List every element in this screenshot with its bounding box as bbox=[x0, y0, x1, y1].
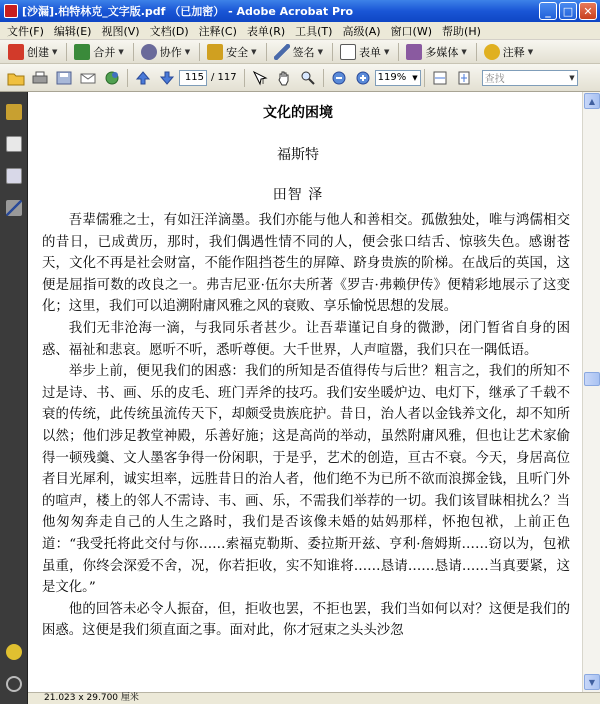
svg-text:I: I bbox=[261, 77, 264, 86]
form-icon bbox=[340, 44, 356, 60]
previous-page-button[interactable] bbox=[133, 68, 153, 88]
tasks-toolbar bbox=[0, 40, 600, 64]
email-button[interactable] bbox=[78, 68, 98, 88]
vertical-scrollbar[interactable] bbox=[582, 92, 600, 692]
open-folder-button[interactable] bbox=[6, 68, 26, 88]
menu-edit[interactable]: 编辑(E) bbox=[53, 24, 92, 38]
toolbar-divider bbox=[332, 43, 333, 61]
chevron-down-icon: ▼ bbox=[383, 47, 390, 56]
document-author: 福斯特 bbox=[277, 147, 319, 163]
combine-label: 合并 bbox=[93, 45, 116, 59]
pages-icon[interactable] bbox=[6, 136, 22, 152]
multimedia-button[interactable] bbox=[402, 42, 470, 62]
title-bar bbox=[0, 0, 600, 22]
lock-icon bbox=[207, 44, 223, 60]
create-button[interactable] bbox=[4, 42, 61, 62]
menu-bar bbox=[0, 22, 600, 40]
chevron-down-icon: ▼ bbox=[569, 73, 575, 82]
paperclip-icon[interactable] bbox=[6, 676, 22, 692]
toolbar-divider bbox=[199, 43, 200, 61]
chevron-down-icon: ▼ bbox=[52, 47, 58, 56]
printer-icon bbox=[31, 70, 49, 86]
chevron-down-icon: ▼ bbox=[251, 47, 257, 56]
toolbar-divider bbox=[323, 69, 324, 87]
collaborate-button[interactable] bbox=[137, 42, 194, 62]
arrow-up-icon bbox=[135, 70, 151, 86]
save-button[interactable] bbox=[54, 68, 74, 88]
menu-forms[interactable]: 表单(R) bbox=[246, 24, 286, 38]
paragraph: 他的回答未必令人振奋，但，拒收也罢，不拒也罢，我们当如何以对？这便是我们的困惑。这便是我们须直面之事。面对此，你才冠束之头头沙忽 bbox=[42, 601, 570, 639]
acrobat-app-icon[interactable] bbox=[4, 4, 18, 18]
arrow-down-icon bbox=[159, 70, 175, 86]
menu-comments[interactable]: 注释(C) bbox=[198, 24, 237, 38]
folder-icon bbox=[7, 70, 25, 86]
navigation-pane bbox=[0, 92, 28, 704]
close-button[interactable]: ✕ bbox=[579, 2, 597, 20]
sign-button[interactable] bbox=[270, 42, 327, 62]
fit-page-icon bbox=[456, 70, 472, 86]
combine-files-icon bbox=[74, 44, 90, 60]
paragraph: 我们无非沧海一滴，与我同乐者甚少。让吾辈谨记自身的微渺，闭门暂省自身的困惑、福祉和悲哀。愿听不听，悉听尊便。大千世界，人声喧嚣，我们只在一隅低语。 bbox=[42, 320, 570, 358]
chevron-down-icon: ▼ bbox=[317, 47, 323, 56]
comment-icon bbox=[484, 44, 500, 60]
document-body bbox=[42, 210, 570, 642]
secure-button[interactable] bbox=[203, 42, 260, 62]
print-button[interactable] bbox=[30, 68, 50, 88]
search-input[interactable] bbox=[482, 70, 578, 86]
menu-document[interactable]: 文档(D) bbox=[149, 24, 189, 38]
toolbar-divider bbox=[476, 43, 477, 61]
fit-page-button[interactable] bbox=[454, 68, 474, 88]
zoom-value: 119% bbox=[377, 72, 407, 83]
chevron-down-icon: ▼ bbox=[412, 73, 418, 82]
lock-icon[interactable] bbox=[6, 104, 22, 120]
multimedia-icon bbox=[406, 44, 422, 60]
magnifier-icon bbox=[300, 70, 316, 86]
status-bar bbox=[28, 692, 600, 704]
zoom-out-button[interactable] bbox=[329, 68, 349, 88]
menu-advanced[interactable]: 高级(A) bbox=[342, 24, 381, 38]
menu-file[interactable]: 文件(F) bbox=[7, 24, 44, 38]
bookmarks-icon[interactable] bbox=[6, 168, 22, 184]
chevron-down-icon: ▼ bbox=[461, 47, 467, 56]
create-label: 创建 bbox=[27, 45, 49, 59]
menu-help[interactable]: 帮助(H) bbox=[442, 24, 481, 38]
fit-width-button[interactable] bbox=[430, 68, 450, 88]
zoom-in-button[interactable] bbox=[353, 68, 373, 88]
scroll-down-button[interactable]: ▼ bbox=[584, 674, 600, 690]
hand-tool-button[interactable] bbox=[274, 68, 294, 88]
signatures-icon[interactable] bbox=[6, 200, 22, 216]
pen-icon bbox=[274, 44, 290, 60]
sign-label: 签名 bbox=[292, 45, 315, 59]
collaborate-icon bbox=[141, 44, 157, 60]
toolbar-divider bbox=[266, 43, 267, 61]
forms-button[interactable] bbox=[336, 42, 393, 62]
search-placeholder: 查找 bbox=[484, 74, 505, 85]
menu-view[interactable]: 视图(V) bbox=[101, 24, 140, 38]
globe-icon bbox=[103, 70, 121, 86]
document-title: 文化的困境 bbox=[263, 105, 333, 121]
save-icon bbox=[55, 70, 73, 86]
toolbar-divider bbox=[127, 69, 128, 87]
toolbar-divider bbox=[66, 43, 67, 61]
toolbar-divider bbox=[244, 69, 245, 87]
next-page-button[interactable] bbox=[157, 68, 177, 88]
navigation-toolbar bbox=[0, 64, 600, 92]
paragraph: 举步上前，便见我们的困惑：我们的所知是否值得传与后世？粗言之，我们的所知不过是诗、书、画、乐的皮毛、班门弄斧的技巧。我们安坐暖炉边、电灯下，继承了千载不衰的传统，此传统虽流传天下，却颇受贵族庇护。昔日，治人者以金钱养文化，却不知所以然；他们涉足教堂神殿，乐善好施；这是高尚的举动，虽然附庸风雅，但也让艺术家偷得一顿残羹、文人墨客争得一份闲职，于是乎，艺术的创造，亘古不衰。今天，身居高位者目光犀利，诚实坦率，远胜昔日的治人者，他们绝不为已所不欲而浪掷金钱，且听门外的喧声，楼上的邻人不需诗、韦、画、乐，不需我们举荐的一切。我们该冒昧相扰么？当他匆匆奔走自己的人生之路时，我们是否该像未婚的姑妈那样，怀抱包袱，上前正色道：“我受托将此交付与你……索福克勒斯、委拉斯开兹、亨利·詹姆斯……窃以为，包袱虽重，你终会深爱不舍，况，你若拒收，实不知谁将……恳请……恳请……当真要紧，这是文化。” bbox=[42, 364, 570, 596]
window-title: [沙漏].柏特林克_文字版.pdf （已加密） - Adobe Acrobat Pro bbox=[22, 5, 354, 18]
comment-label: 注释 bbox=[502, 45, 525, 59]
fit-width-icon bbox=[432, 70, 448, 86]
chevron-down-icon: ▼ bbox=[527, 47, 534, 56]
chevron-down-icon: ▼ bbox=[184, 47, 191, 56]
minimize-button[interactable]: _ bbox=[539, 2, 557, 20]
combine-button[interactable] bbox=[70, 42, 127, 62]
select-tool-button[interactable] bbox=[250, 68, 270, 88]
zoom-tool-button[interactable] bbox=[298, 68, 318, 88]
document-translator: 田智 泽 bbox=[272, 187, 324, 203]
toolbar-divider bbox=[398, 43, 399, 61]
toolbar-divider bbox=[424, 69, 425, 87]
document-view[interactable] bbox=[28, 92, 600, 692]
chevron-down-icon: ▼ bbox=[118, 47, 124, 56]
zoom-select[interactable] bbox=[375, 70, 421, 86]
secure-label: 安全 bbox=[226, 45, 249, 59]
maximize-button[interactable]: □ bbox=[559, 2, 577, 20]
page-number-input[interactable]: 115 bbox=[179, 70, 207, 86]
comment-button[interactable] bbox=[480, 42, 537, 62]
envelope-icon bbox=[79, 70, 97, 86]
window-controls bbox=[539, 2, 597, 20]
collaborate-label: 协作 bbox=[159, 45, 182, 59]
scroll-up-button[interactable]: ▲ bbox=[584, 93, 600, 109]
hand-icon bbox=[276, 70, 292, 86]
scroll-thumb[interactable] bbox=[584, 372, 600, 386]
text-cursor-icon bbox=[251, 70, 269, 86]
zoom-out-icon bbox=[331, 70, 347, 86]
page-size-readout: 21.023 x 29.700 厘米 bbox=[44, 693, 139, 703]
multimedia-label: 多媒体 bbox=[425, 45, 459, 59]
menu-window[interactable]: 窗口(W) bbox=[390, 24, 433, 38]
paragraph: 吾辈儒雅之士，有如汪洋滴墨。我们亦能与他人和善相交。孤傲独处，唯与鸿儒相交的昔日，已成黄历，那时，我们偶遇性情不同的人，便会张口结舌、惊骇失色。感谢苍天，文化不再是社会财富，不能作阻挡苍生的屏障、跻身贵族的阶梯。在战后的英国，这便是屈指可数的改良之一。弗吉尼亚·伍尔夫所著《罗吉·弗赖伊传》便精彩地展示了这变化；这里，我们可以追溯附庸风雅之风的衰败、享乐愉悦思想的发展。 bbox=[42, 213, 570, 315]
comments-icon[interactable] bbox=[6, 644, 22, 660]
page-total: / 117 bbox=[211, 72, 237, 83]
forms-label: 表单 bbox=[358, 45, 381, 59]
toolbar-divider bbox=[133, 43, 134, 61]
share-button[interactable] bbox=[102, 68, 122, 88]
create-pdf-icon bbox=[8, 44, 24, 60]
zoom-in-icon bbox=[355, 70, 371, 86]
menu-tools[interactable]: 工具(T) bbox=[295, 24, 333, 38]
